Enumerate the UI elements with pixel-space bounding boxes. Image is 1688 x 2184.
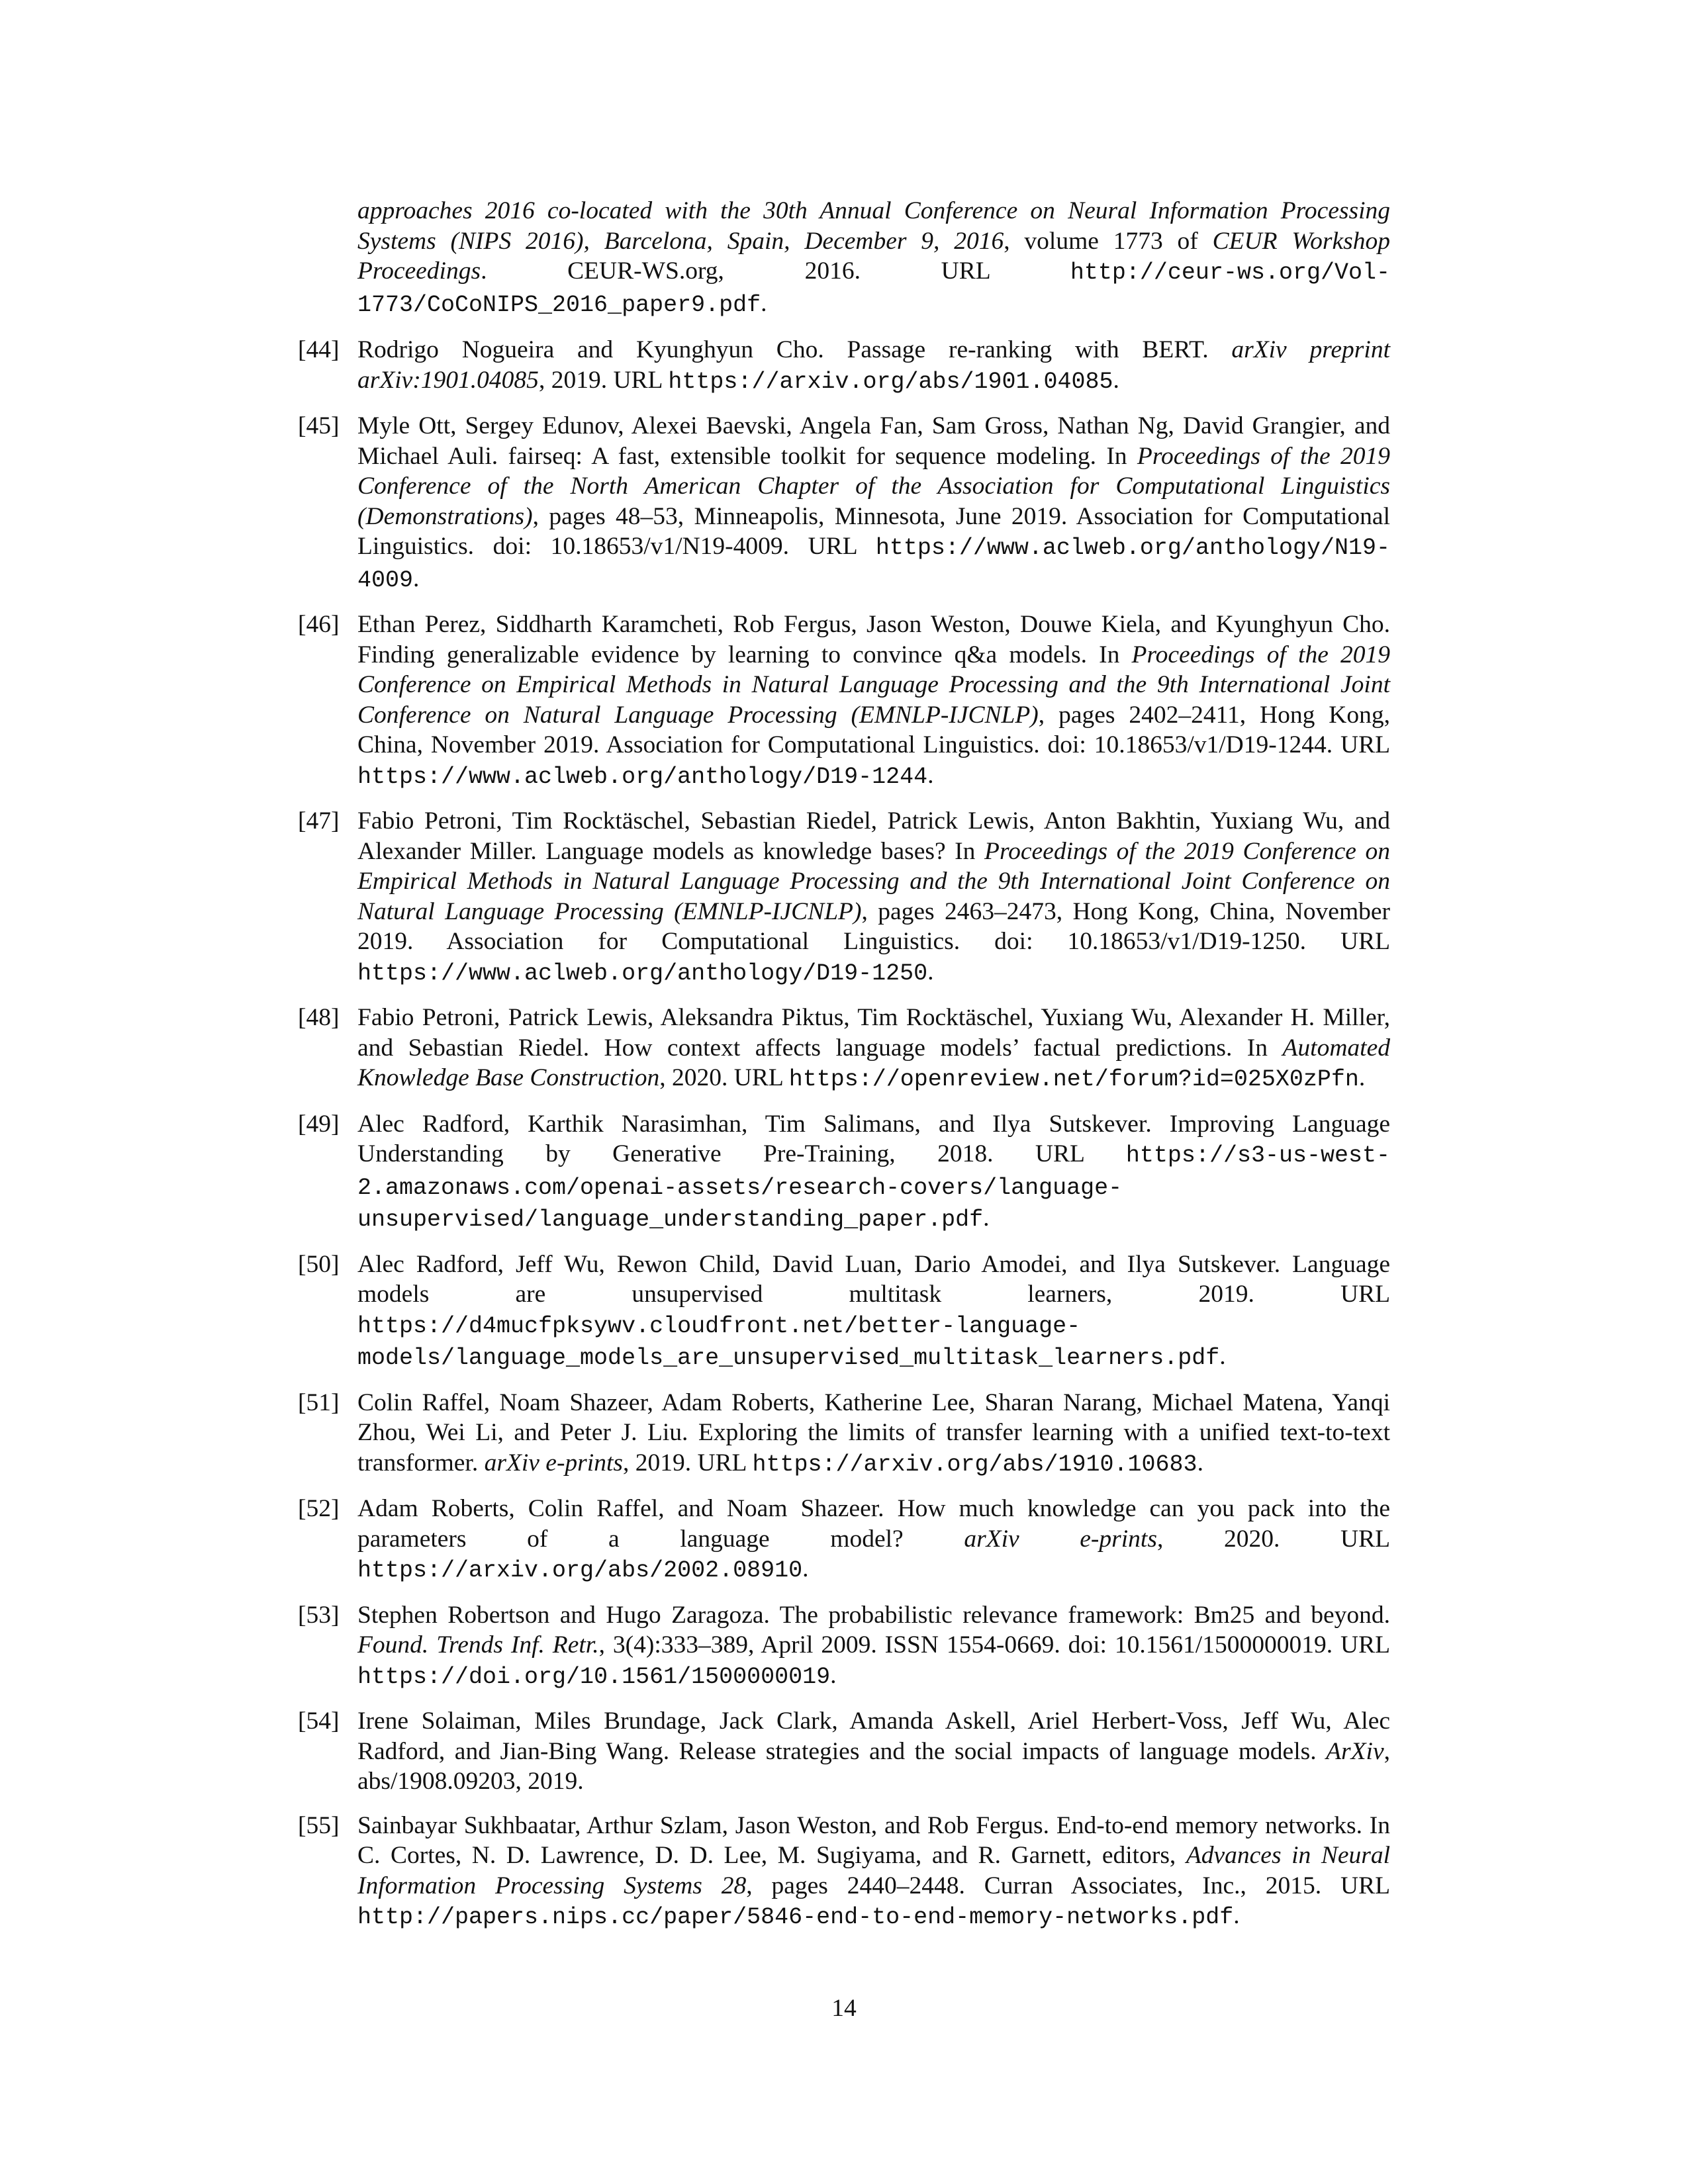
reference-53: [53] Stephen Robertson and Hugo Zaragoza. The probabilistic relevance framework: Bm25 and beyond. Found. Trends Inf. Retr., 3(4):333–389, April 2009. ISSN 1554-0669. doi: 10.1561/1500000019. URL https://doi.org/10.1561/1500000019. [298, 1601, 1390, 1690]
ref-text: , pages 2463–2473, Hong Kong, China, November 2019. Association for Computational Linguistics. doi: 10.18653/v1/D19-1250. URL [357, 897, 1390, 955]
ref-text: , pages 48–53, Minneapolis, Minnesota, June 2019. Association for Computational Linguistics. doi: 10.18653/v1/N19-4009. URL [357, 502, 1390, 560]
ref-venue: arXiv preprint arXiv:1901.04085 [357, 336, 1390, 394]
ref-venue: Proceedings of the 2019 Conference on Empirical Methods in Natural Language Processing and the 9th International Joint Conference on Natural Language Processing (EMNLP-IJCNLP) [357, 837, 1391, 925]
ref-authors: Fabio Petroni, Tim Rocktäschel, Sebastian Riedel, Patrick Lewis, Anton Bakhtin, Yuxiang Wu, and Alexander Miller. Language models as knowledge bases? In [357, 807, 1390, 865]
reference-44: [44] Rodrigo Nogueira and Kyunghyun Cho. Passage re-ranking with BERT. arXiv preprint arXiv:1901.04085, 2019. URL https://arxiv.org/abs/1901.04085. [298, 336, 1390, 395]
reference-48: [48] Fabio Petroni, Patrick Lewis, Aleksandra Piktus, Tim Rocktäschel, Yuxiang Wu, Alexander H. Miller, and Sebastian Riedel. How context affects language models’ factual predictions. In Automated Knowledge Base Construction, 2020. URL https://openreview.net/forum?id=025X0zPfn. [298, 1004, 1390, 1093]
ref-authors: Colin Raffel, Noam Shazeer, Adam Roberts, Katherine Lee, Sharan Narang, Michael Matena, Yanqi Zhou, Wei Li, and Peter J. Liu. Exploring the limits of transfer learning with a unified text-to-text transformer. [357, 1388, 1390, 1477]
ref-authors: Fabio Petroni, Patrick Lewis, Aleksandra Piktus, Tim Rocktäschel, Yuxiang Wu, Alexander H. Miller, and Sebastian Riedel. How context affects language models’ factual predictions. In [357, 1004, 1390, 1062]
ref-text: , 2020. URL [1156, 1525, 1390, 1553]
ref-number: [50] [298, 1250, 340, 1278]
reference-list [298, 196, 1390, 1947]
ref-authors: Ethan Perez, Siddharth Karamcheti, Rob Fergus, Jason Weston, Douwe Kiela, and Kyunghyun Cho. Finding generalizable evidence by learning to convince q&a models. In [357, 611, 1390, 668]
ref-authors: Irene Solaiman, Miles Brundage, Jack Clark, Amanda Askell, Ariel Herbert-Voss, Jeff Wu, Alec Radford, and Jian-Bing Wang. Release strategies and the social impacts of language models. [357, 1707, 1390, 1765]
reference-43-continuation: approaches 2016 co-located with the 30th Annual Conference on Neural Information Processing Systems (NIPS 2016), Barcelona, Spain, December 9, 2016, volume 1773 of CEUR Workshop Proceedings. CEUR-WS.org, 2016. URL http://ceur-ws.org/Vol-1773/CoCoNIPS_2016_paper9.pdf. [357, 197, 1390, 318]
reference-50: [50] Alec Radford, Jeff Wu, Rewon Child, David Luan, Dario Amodei, and Ilya Sutskever. Language models are unsupervised multitask learners, 2019. URL https://d4mucfpksywv.cloudfront.net/better-language-models/language_models_are_unsupervised_multitask_learners.pdf. [298, 1250, 1390, 1371]
ref-series: CEUR Workshop Proceedings [357, 227, 1390, 285]
ref-venue: ArXiv [1326, 1737, 1384, 1765]
ref-number: [44] [298, 336, 340, 363]
ref-authors: Alec Radford, Karthik Narasimhan, Tim Salimans, and Ilya Sutskever. Improving Language Understanding by Generative Pre-Training, 2018. URL [357, 1110, 1390, 1167]
ref-venue: Automated Knowledge Base Construction [357, 1034, 1390, 1091]
ref-url-link[interactable]: https://arxiv.org/abs/2002.08910 [357, 1557, 803, 1584]
ref-venue: approaches 2016 co-located with the 30th Annual Conference on Neural Information Processing Systems (NIPS 2016), Barcelona, Spain, December 9, 2016 [357, 197, 1390, 255]
ref-number: [52] [298, 1495, 340, 1522]
ref-number: [49] [298, 1110, 340, 1138]
ref-url-link[interactable]: http://papers.nips.cc/paper/5846-end-to-end-memory-networks.pdf [357, 1904, 1234, 1931]
ref-url-link[interactable]: https://www.aclweb.org/anthology/D19-1244 [357, 763, 928, 790]
ref-number: [48] [298, 1004, 340, 1031]
ref-number: [47] [298, 807, 340, 835]
ref-url-link[interactable]: http://ceur-ws.org/Vol-1773/CoCoNIPS_2016_paper9.pdf [357, 259, 1390, 318]
ref-text: , 3(4):333–389, April 2009. ISSN 1554-0669. doi: 10.1561/1500000019. URL [598, 1631, 1390, 1659]
ref-authors: Stephen Robertson and Hugo Zaragoza. The probabilistic relevance framework: Bm25 and beyond. [357, 1601, 1390, 1629]
ref-number: [54] [298, 1707, 340, 1735]
ref-text: . CEUR-WS.org, 2016. URL [481, 257, 1070, 285]
reference-52: [52] Adam Roberts, Colin Raffel, and Noam Shazeer. How much knowledge can you pack into the parameters of a language model? arXiv e-prints, 2020. URL https://arxiv.org/abs/2002.08910. [298, 1495, 1390, 1584]
ref-authors: Rodrigo Nogueira and Kyunghyun Cho. Passage re-ranking with BERT. [357, 336, 1232, 363]
ref-authors: Myle Ott, Sergey Edunov, Alexei Baevski, Angela Fan, Sam Gross, Nathan Ng, David Grangier, and Michael Auli. fairseq: A fast, extensible toolkit for sequence modeling. In [357, 412, 1390, 470]
reference-47: [47] Fabio Petroni, Tim Rocktäschel, Sebastian Riedel, Patrick Lewis, Anton Bakhtin, Yuxiang Wu, and Alexander Miller. Language models as knowledge bases? In Proceedings of the 2019 Conference on Empirical Methods in Natural Language Processing and the 9th International Joint Conference on Natural Language Processing (EMNLP-IJCNLP), pages 2463–2473, Hong Kong, China, November 2019. Association for Computational Linguistics. doi: 10.18653/v1/D19-1250. URL https://www.aclweb.org/anthology/D19-1250. [298, 807, 1391, 987]
ref-url-link[interactable]: https://arxiv.org/abs/1910.10683 [752, 1451, 1197, 1478]
ref-text: , 2019. URL [538, 366, 669, 394]
reference-55: [55] Sainbayar Sukhbaatar, Arthur Szlam, Jason Weston, and Rob Fergus. End-to-end memory networks. In C. Cortes, N. D. Lawrence, D. D. Lee, M. Sugiyama, and R. Garnett, editors, Advances in Neural Information Processing Systems 28, pages 2440–2448. Curran Associates, Inc., 2015. URL http://papers.nips.cc/paper/5846-end-to-end-memory-networks.pdf. [298, 1811, 1390, 1931]
ref-number: [45] [298, 412, 340, 439]
reference-51: [51] Colin Raffel, Noam Shazeer, Adam Roberts, Katherine Lee, Sharan Narang, Michael Matena, Yanqi Zhou, Wei Li, and Peter J. Liu. Exploring the limits of transfer learning with a unified text-to-text transformer. arXiv e-prints, 2019. URL https://arxiv.org/abs/1910.10683. [298, 1388, 1390, 1478]
ref-text: , pages 2402–2411, Hong Kong, China, November 2019. Association for Computational Linguistics. doi: 10.18653/v1/D19-1244. URL [357, 701, 1390, 758]
ref-authors: Adam Roberts, Colin Raffel, and Noam Shazeer. How much knowledge can you pack into the parameters of a language model? [357, 1495, 1390, 1553]
ref-url-link[interactable]: https://doi.org/10.1561/1500000019 [357, 1663, 831, 1690]
ref-number: [53] [298, 1601, 340, 1629]
ref-venue: arXiv e-prints [484, 1449, 623, 1477]
ref-number: [46] [298, 611, 340, 638]
ref-text: , volume 1773 of [1004, 227, 1213, 255]
ref-url-link[interactable]: https://openreview.net/forum?id=025X0zPfn [788, 1066, 1359, 1093]
reference-54 [298, 1706, 1390, 1797]
ref-venue: arXiv e-prints [964, 1525, 1157, 1553]
ref-text: , abs/1908.09203, 2019. [357, 1737, 1390, 1795]
ref-venue: Advances in Neural Information Processing Systems 28 [357, 1842, 1390, 1899]
ref-venue: Found. Trends Inf. Retr. [357, 1631, 599, 1659]
reference-49: [49] Alec Radford, Karthik Narasimhan, Tim Salimans, and Ilya Sutskever. Improving Language Understanding by Generative Pre-Training, 2018. URL https://s3-us-west-2.amazonaws.com/openai-assets/research-covers/language-unsupervised/language_understanding_paper.pdf. [298, 1110, 1390, 1233]
ref-venue: Proceedings of the 2019 Conference of the North American Chapter of the Association for Computational Linguistics (Demonstrations) [357, 442, 1390, 530]
ref-text: , 2020. URL [659, 1064, 789, 1091]
reference-45: [45] Myle Ott, Sergey Edunov, Alexei Baevski, Angela Fan, Sam Gross, Nathan Ng, David Grangier, and Michael Auli. fairseq: A fast, extensible toolkit for sequence modeling. In Proceedings of the 2019 Conference of the North American Chapter of the Association for Computational Linguistics (Demonstrations), pages 48–53, Minneapolis, Minnesota, June 2019. Association for Computational Linguistics. doi: 10.18653/v1/N19-4009. URL https://www.aclweb.org/anthology/N19-4009. [298, 412, 1390, 594]
ref-authors: Sainbayar Sukhbaatar, Arthur Szlam, Jason Weston, and Rob Fergus. End-to-end memory networks. In C. Cortes, N. D. Lawrence, D. D. Lee, M. Sugiyama, and R. Garnett, editors, [357, 1811, 1390, 1869]
ref-url-link[interactable]: https://arxiv.org/abs/1901.04085 [668, 368, 1113, 395]
ref-text: , 2019. URL [622, 1449, 753, 1477]
ref-url-link[interactable]: https://www.aclweb.org/anthology/N19-4009 [357, 535, 1390, 594]
ref-venue: Proceedings of the 2019 Conference on Empirical Methods in Natural Language Processing and the 9th International Joint Conference on Natural Language Processing (EMNLP-IJCNLP) [357, 641, 1390, 729]
ref-url-link[interactable]: https://d4mucfpksywv.cloudfront.net/better-language-models/language_models_are_unsupervised_multitask_learners.pdf [357, 1312, 1220, 1371]
reference-46: [46] Ethan Perez, Siddharth Karamcheti, Rob Fergus, Jason Weston, Douwe Kiela, and Kyunghyun Cho. Finding generalizable evidence by learning to convince q&a models. In Proceedings of the 2019 Conference on Empirical Methods in Natural Language Processing and the 9th International Joint Conference on Natural Language Processing (EMNLP-IJCNLP), pages 2402–2411, Hong Kong, China, November 2019. Association for Computational Linguistics. doi: 10.18653/v1/D19-1244. URL https://www.aclweb.org/anthology/D19-1244. [298, 611, 1390, 790]
ref-authors: Alec Radford, Jeff Wu, Rewon Child, David Luan, Dario Amodei, and Ilya Sutskever. Language models are unsupervised multitask learners, 2019. URL [357, 1250, 1390, 1308]
ref-text: , pages 2440–2448. Curran Associates, Inc., 2015. URL [746, 1872, 1390, 1899]
ref-number: [51] [298, 1388, 340, 1416]
page-number: 14 [831, 1995, 857, 2022]
ref-number: [55] [298, 1811, 340, 1839]
ref-url-link[interactable]: https://www.aclweb.org/anthology/D19-1250 [357, 960, 928, 987]
ref-url-link[interactable]: https://s3-us-west-2.amazonaws.com/openai-assets/research-covers/language-unsupervised/language_understanding_paper.pdf [357, 1142, 1390, 1233]
